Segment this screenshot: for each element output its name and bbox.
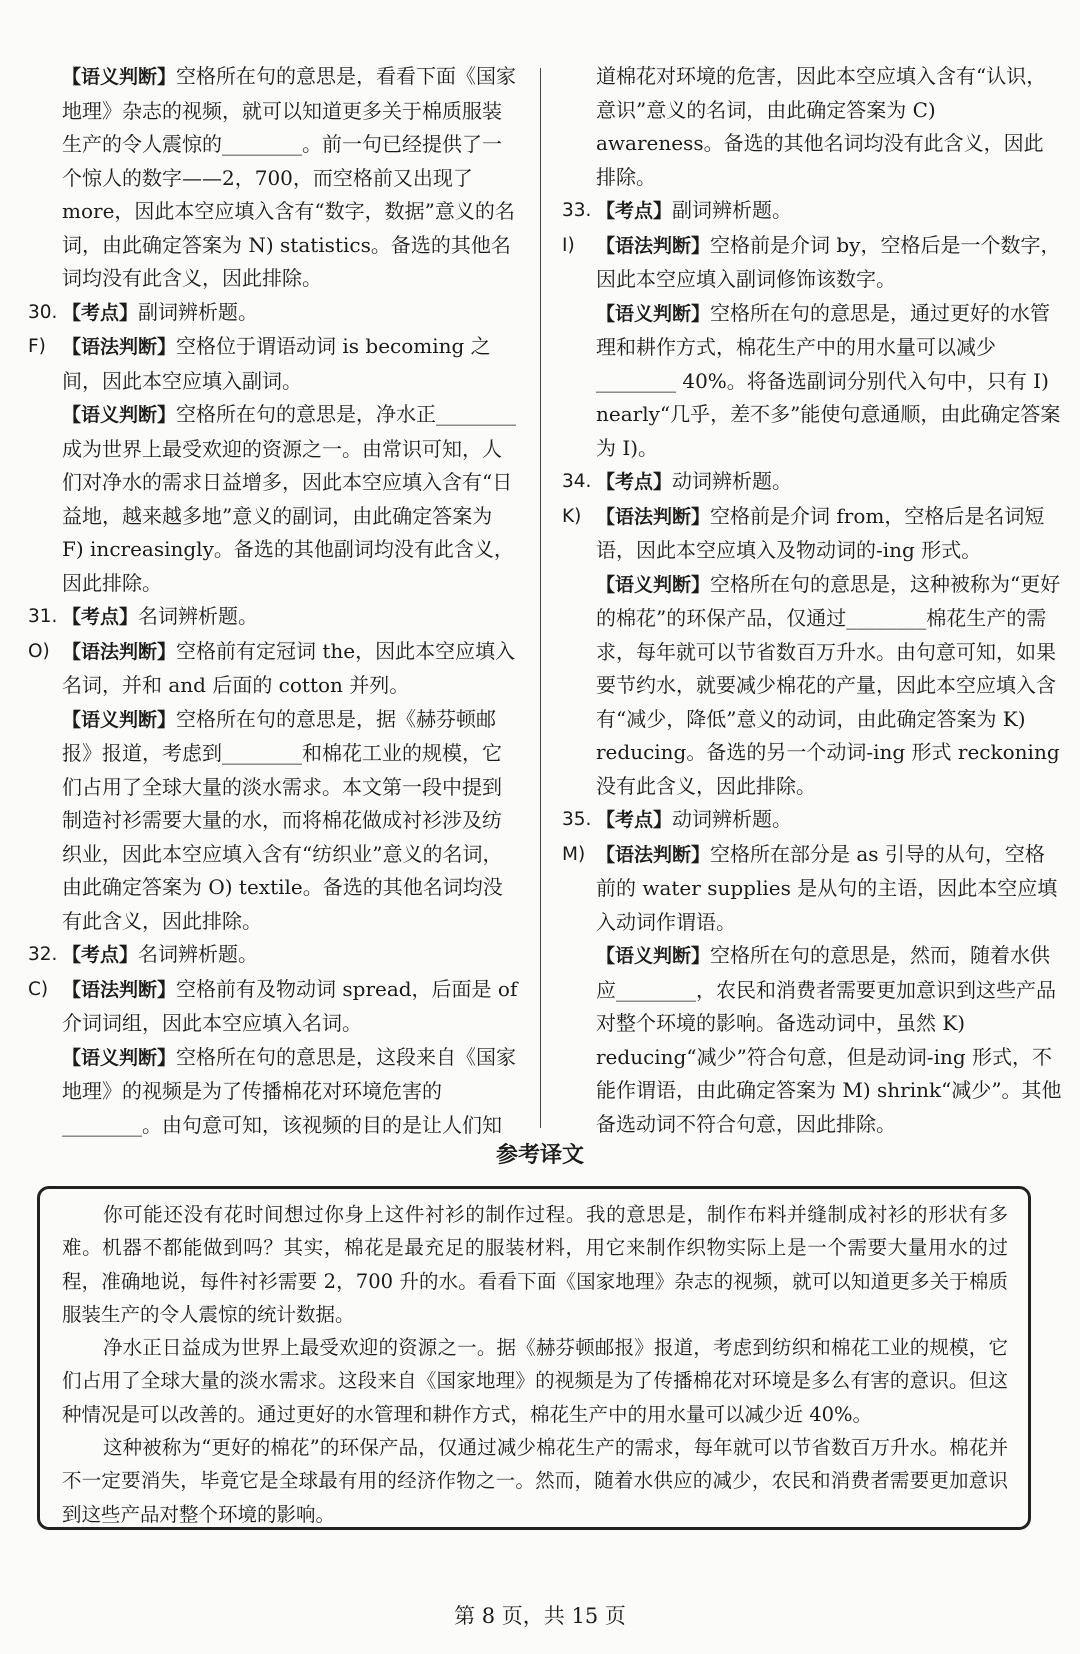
q35-number: 35. [562,809,592,830]
q35-header [562,803,1062,838]
page-number: 第 8 页，共 15 页 [454,1604,626,1628]
translation-title: 参考译文 [495,1143,584,1168]
q31-grammar [28,635,518,703]
q32-semantic-continued: 道棉花对环境的危害，因此本空应填入含有“认识，意识”意义的名词，由此确定答案为 C) awareness。备选的其他名词均没有此含义，因此排除。 [596,64,1047,189]
right-column [562,60,1062,1141]
left-column [28,60,518,1142]
q29-semantic: 【语义判断】空格所在句的意思是，看看下面《国家地理》杂志的视频，就可以知道更多关于棉质服装生产的令人震惊的________。前一句已经提供了一个惊人的数字——2，700，而空格前又出现了more，因此本空应填入含有“数字，数据”意义的名词，由此确定答案为 N) statistics。备选的其他名词均没有此含义，因此排除。 [62,64,517,290]
q33-topic: 【考点】副词辨析题。 [596,198,793,222]
q30-answer: F) [28,336,46,357]
q32-answer: C) [28,978,49,1000]
q33-header [562,194,1062,229]
q30-topic: 【考点】副词辨析题。 [62,299,259,324]
q35-semantic: 【语义判断】空格所在句的意思是，然而，随着水供应________，农民和消费者需要更加意识到这些产品对整个环境的影响。备选动词中，虽然 K) reducing“减少”符合句意，但是动词-ing 形式，不能作谓语，由此确定答案为 M) shrink“减少”。其他备选动词不符合句意，因此排除。 [596,943,1062,1136]
q31-topic: 【考点】名词辨析题。 [62,604,259,628]
q30-header [28,296,518,331]
q30-number: 30. [28,301,58,323]
q31-answer: O) [28,640,50,662]
q32-number: 32. [28,944,58,965]
q35-topic: 【考点】动词辨析题。 [596,807,793,831]
q32-topic: 【考点】名词辨析题。 [62,942,259,966]
q34-grammar-text: 【语法判断】空格前是介词 from，空格后是名词短语，因此本空应填入及物动词的-ing 形式。 [596,503,1045,562]
q30-semantic: 【语义判断】空格所在句的意思是，净水正________成为世界上最受欢迎的资源之一。由常识可知，人们对净水的需求日益增多，因此本空应填入含有“日益地，越来越多地”意义的副词，由此确定答案为 F) increasingly。备选的其他副词均没有此含义，因此排除。 [62,402,517,595]
q33-semantic: 【语义判断】空格所在句的意思是，通过更好的水管理和耕作方式，棉花生产中的用水量可以减少________ 40%。将备选副词分别代入句中，只有 I) nearly“几乎，差不多”能使句意通顺，由此确定答案为 I)。 [596,300,1061,460]
q31-grammar-text: 【语法判断】空格前有定冠词 the，因此本空应填入名词，并和 and 后面的 cotton 并列。 [62,638,516,697]
q31-header [28,600,518,635]
q31-number: 31. [28,606,58,627]
q35-answer: M) [562,843,586,865]
q33-answer: I) [562,234,575,256]
q33-number: 33. [562,200,592,221]
q34-number: 34. [562,471,592,492]
translation-paragraph: 净水正日益成为世界上最受欢迎的资源之一。据《赫芬顿邮报》报道，考虑到纺织和棉花工业的规模，它们占用了全球大量的淡水需求。这段来自《国家地理》的视频是为了传播棉花对环境是多么有害的意识。但这种情况是可以改善的。通过更好的水管理和耕作方式，棉花生产中的用水量可以减少近 40%。 [62,1336,1008,1426]
q34-topic: 【考点】动词辨析题。 [596,469,793,493]
q35-grammar-text: 【语法判断】空格所在部分是 as 引导的从句，空格前的 water supplies 是从句的主语，因此本空应填入动词作谓语。 [596,841,1058,934]
q32-header [28,938,518,973]
q31-semantic: 【语义判断】空格所在句的意思是，据《赫芬顿邮报》报道，考虑到________和棉花工业的规模，它们占用了全球大量的淡水需求。本文第一段中提到制造衬衫需要大量的水，而将棉花做成衬衫涉及纺织业，因此本空应填入含有“纺织业”意义的名词，由此确定答案为 O) textile。备选的其他名词均没有此含义，因此排除。 [62,706,503,933]
q32-semantic: 【语义判断】空格所在句的意思是，这段来自《国家地理》的视频是为了传播棉花对环境危害的________。由句意可知，该视频的目的是让人们知 [62,1044,517,1137]
q32-grammar-text: 【语法判断】空格前有及物动词 spread，后面是 of 介词词组，因此本空应填入名词。 [62,976,518,1035]
q34-header [562,465,1062,500]
q34-semantic: 【语义判断】空格所在句的意思是，这种被称为“更好的棉花”的环保产品，仅通过________棉花生产的需求，每年就可以节省数百万升水。由句意可知，如果要节约水，就要减少棉花的产量，因此本空应填入含有“减少，降低”意义的动词，由此确定答案为 K) reducing。备选的另一个动词-ing 形式 reckoning 没有此含义，因此排除。 [596,571,1061,798]
q34-grammar [562,500,1062,568]
q34-answer: K) [562,505,582,527]
q35-grammar [562,838,1062,940]
column-divider [540,68,541,1128]
q30-grammar-text: 【语法判断】空格位于谓语动词 is becoming 之间，因此本空应填入副词。 [62,334,491,393]
q33-grammar-text: 【语法判断】空格前是介词 by，空格后是一个数字，因此本空应填入副词修饰该数字。 [596,232,1061,291]
q32-grammar [28,973,518,1041]
translation-box [37,1186,1031,1530]
q30-grammar [28,330,518,398]
q33-grammar [562,229,1062,297]
translation-paragraph: 这种被称为“更好的棉花”的环保产品，仅通过减少棉花生产的需求，每年就可以节省数百万升水。棉花并不一定要消失，毕竟它是全球最有用的经济作物之一。然而，随着水供应的减少，农民和消费者需要更加意识到这些产品对整个环境的影响。 [62,1436,1008,1526]
translation-paragraph: 你可能还没有花时间想过你身上这件衬衫的制作过程。我的意思是，制作布料并缝制成衬衫的形状有多难。机器不都能做到吗？其实，棉花是最充足的服装材料，用它来制作织物实际上是一个需要大量用水的过程，准确地说，每件衬衫需要 2，700 升的水。看看下面《国家地理》杂志的视频，就可以知道更多关于棉质服装生产的令人震惊的统计数据。 [62,1203,1008,1326]
